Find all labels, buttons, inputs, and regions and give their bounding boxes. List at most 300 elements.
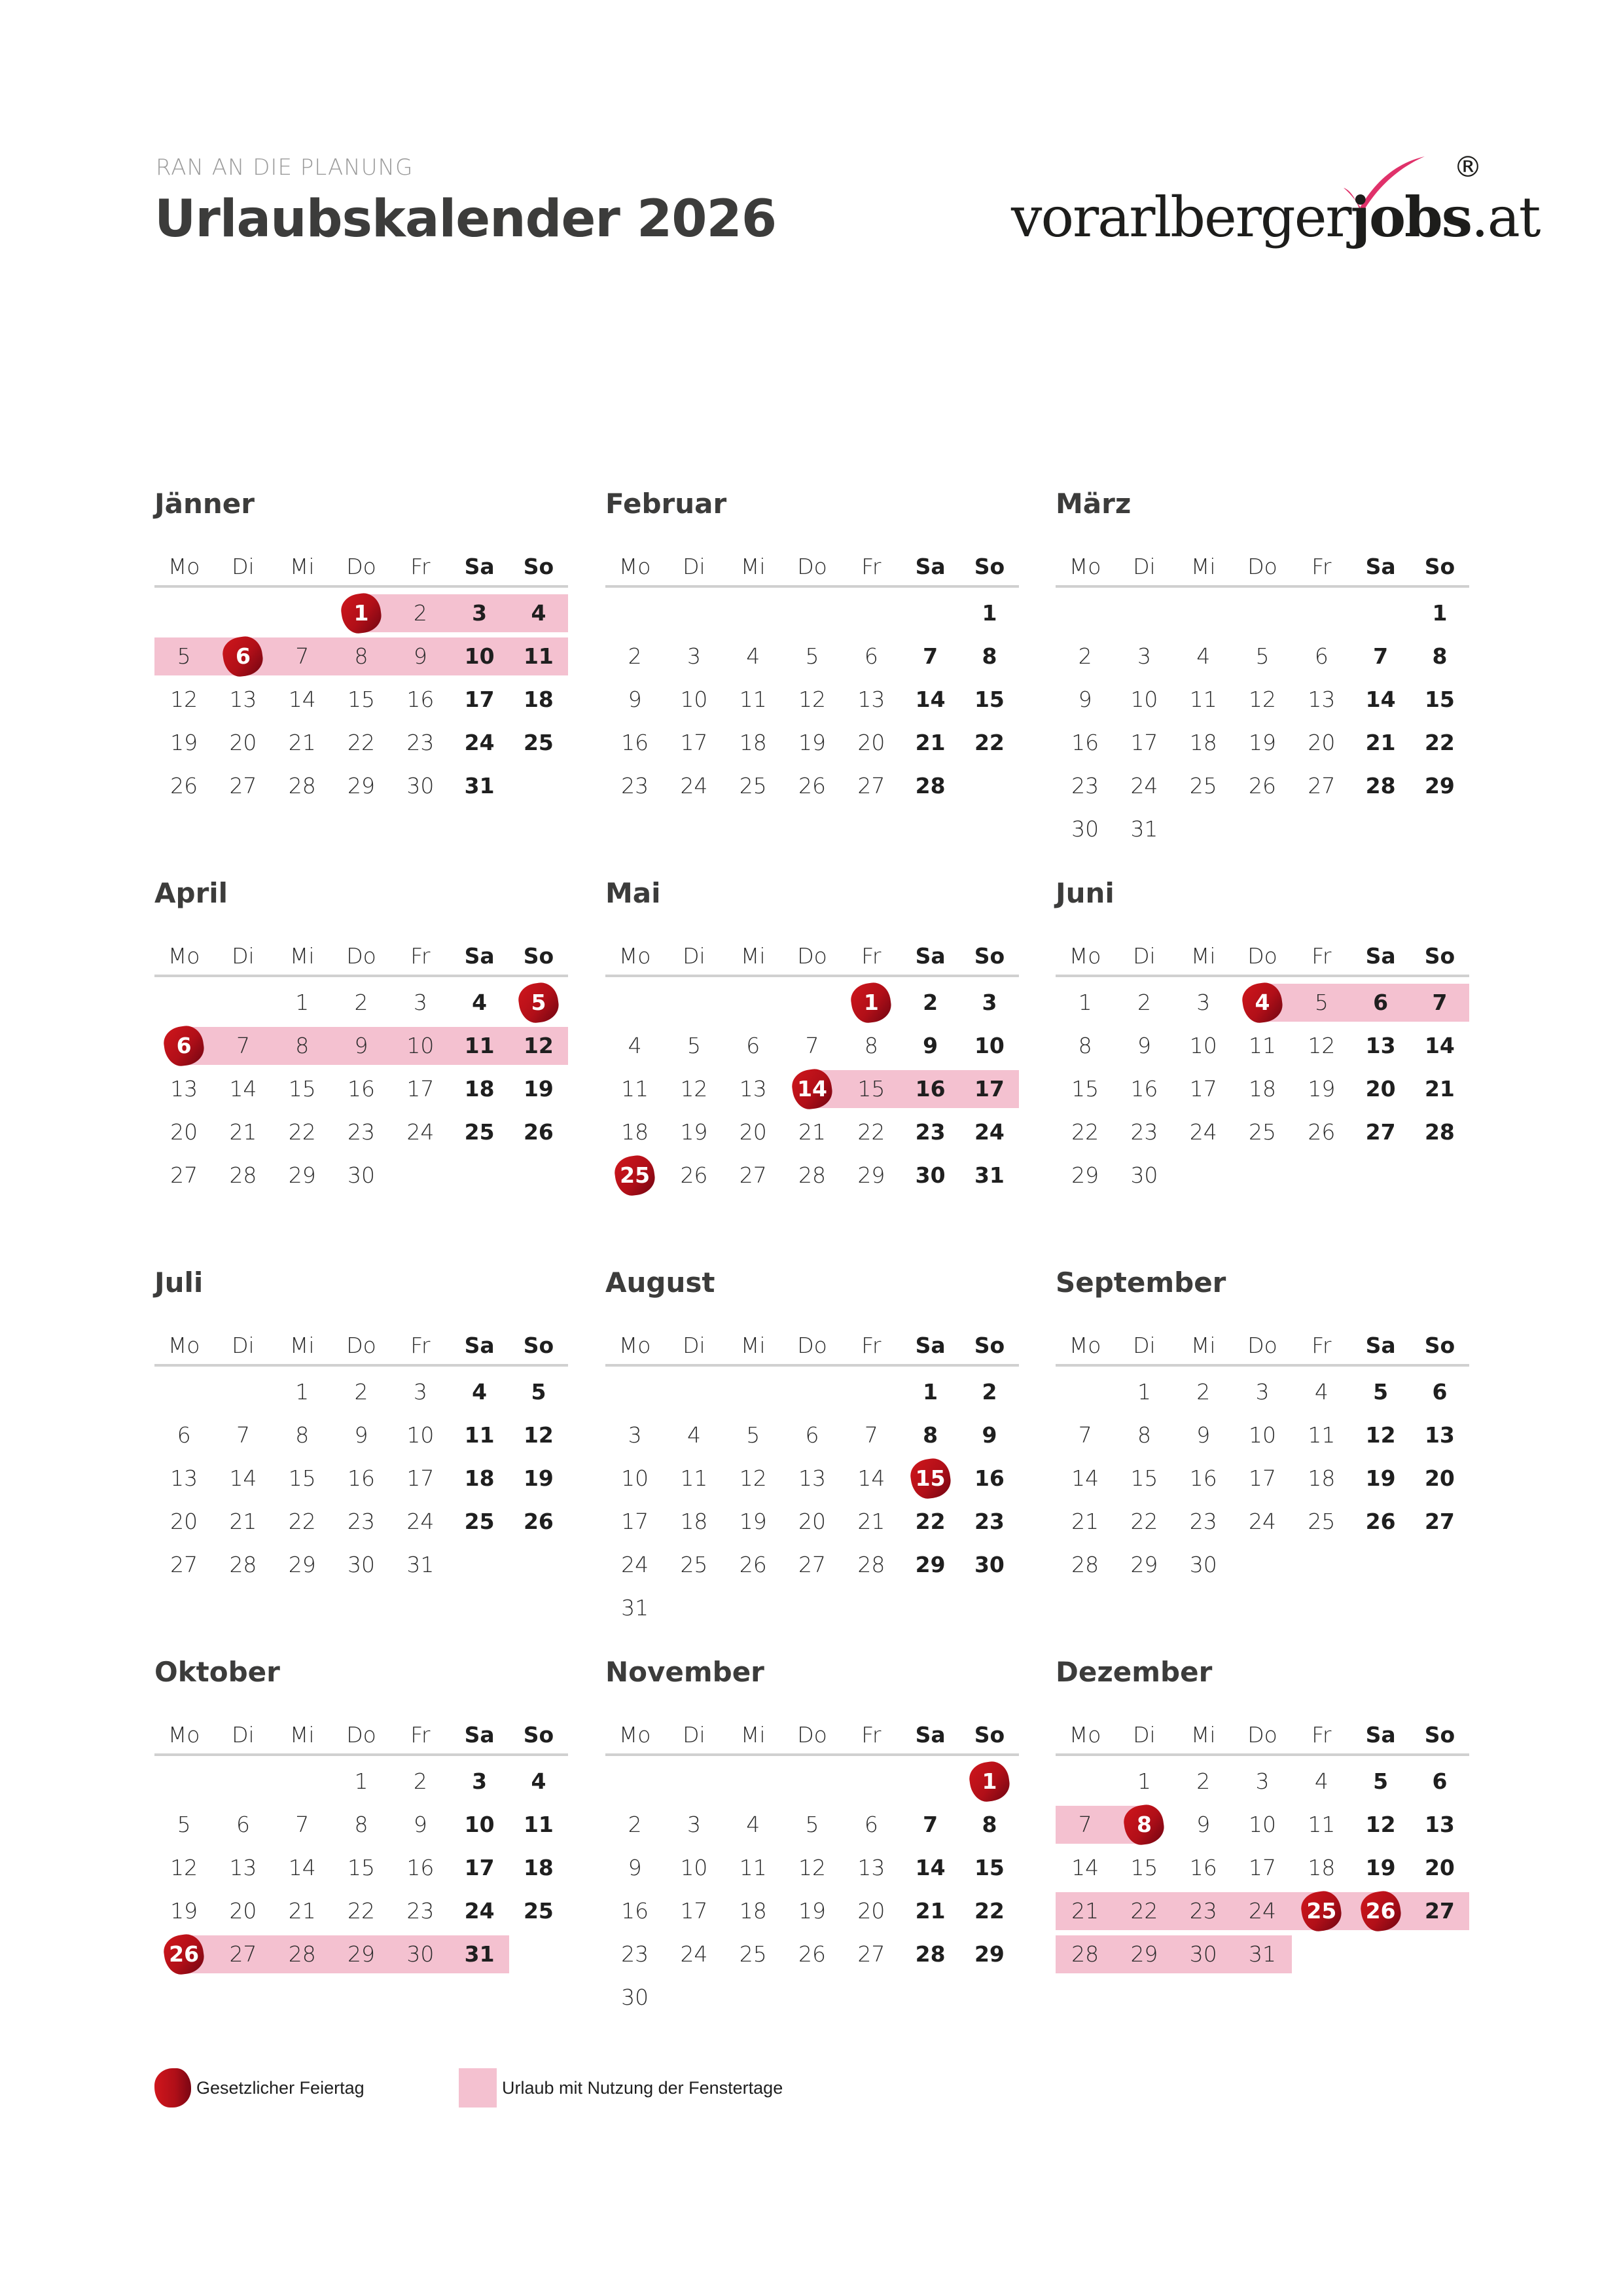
- calendar-date: 11: [621, 1076, 649, 1102]
- calendar-date: 3: [1255, 1379, 1270, 1405]
- weekday-label: Mo: [168, 554, 200, 579]
- calendar-date: 13: [1424, 1422, 1455, 1448]
- calendar-date: 22: [348, 1898, 376, 1924]
- weekday-label: Mo: [618, 554, 651, 579]
- calendar-date: 21: [229, 1509, 257, 1534]
- empty-cell: [901, 1589, 959, 1627]
- calendar-date: 25: [680, 1552, 708, 1577]
- calendar-date: 15: [1424, 687, 1455, 712]
- weekday-label: Di: [232, 943, 255, 969]
- vacation-date: 4: [509, 594, 568, 632]
- calendar-date: 27: [739, 1162, 767, 1188]
- week-row: [1056, 1806, 1469, 1844]
- week-row: [1056, 594, 1469, 632]
- weekday-label: So: [974, 943, 1005, 969]
- week-row: [154, 1935, 568, 1973]
- weekday-label: So: [1424, 1333, 1455, 1358]
- empty-cell: [450, 1546, 508, 1584]
- empty-cell: [213, 1373, 272, 1411]
- empty-cell: [154, 1763, 213, 1801]
- weekday-header: [605, 1719, 1019, 1756]
- weekday-label: Mi: [289, 1722, 315, 1748]
- calendar-date: 2: [1196, 1768, 1211, 1794]
- calendar-date: 29: [288, 1162, 316, 1188]
- calendar-date: 4: [1314, 1379, 1329, 1405]
- calendar-date: 21: [915, 730, 946, 755]
- week-row: [154, 1157, 568, 1194]
- week-row: [154, 681, 568, 719]
- weekday-label: Di: [683, 1722, 705, 1748]
- month-name: Mai: [605, 877, 661, 909]
- calendar-date: 24: [406, 1509, 435, 1534]
- empty-cell: [1292, 594, 1351, 632]
- week-row: [154, 984, 568, 1022]
- week-row: [154, 1373, 568, 1411]
- week-row: [605, 1070, 1019, 1108]
- calendar-date: 12: [798, 687, 827, 712]
- weekday-label: So: [974, 1333, 1005, 1358]
- calendar-date: 6: [1432, 1379, 1448, 1405]
- calendar-date: 14: [915, 1855, 946, 1880]
- vacation-date: 11: [509, 637, 568, 675]
- holiday-marker-icon: [154, 2068, 191, 2108]
- calendar-date: 23: [621, 773, 649, 798]
- calendar-date: 1: [295, 1379, 310, 1405]
- week-row: [605, 637, 1019, 675]
- calendar-date: 9: [354, 1422, 368, 1448]
- logo-text-bold: jobs: [1350, 185, 1472, 249]
- month-11: [605, 1653, 1019, 2022]
- calendar-date: 19: [798, 730, 827, 755]
- calendar-date: 9: [1078, 687, 1092, 712]
- empty-cell: [783, 1589, 842, 1627]
- calendar-date: 1: [1137, 1768, 1151, 1794]
- calendar-date: 2: [1078, 643, 1092, 669]
- calendar-date: 9: [1196, 1422, 1211, 1448]
- calendar-date: 22: [288, 1509, 316, 1534]
- week-row: [605, 1892, 1019, 1930]
- calendar-date: 9: [413, 1812, 427, 1837]
- week-row: [605, 1806, 1019, 1844]
- calendar-date: 17: [406, 1465, 435, 1491]
- weekday-label: So: [523, 1333, 554, 1358]
- vacation-date: 5: [154, 637, 213, 675]
- vacation-date: 30: [1174, 1935, 1233, 1973]
- calendar-date: 23: [1189, 1509, 1217, 1534]
- calendar-date: 28: [798, 1162, 827, 1188]
- empty-cell: [273, 1763, 332, 1801]
- calendar-date: 28: [229, 1552, 257, 1577]
- calendar-date: 11: [739, 1855, 767, 1880]
- empty-cell: [842, 1979, 901, 2017]
- calendar-date: 4: [687, 1422, 701, 1448]
- calendar-date: 15: [348, 1855, 376, 1880]
- calendar-date: 2: [1196, 1379, 1211, 1405]
- week-row: [605, 724, 1019, 762]
- calendar-date: 26: [523, 1119, 554, 1145]
- calendar-date: 23: [1071, 773, 1099, 798]
- week-row: [1056, 1027, 1469, 1065]
- calendar-date: 5: [1255, 643, 1270, 669]
- weekday-label: Di: [232, 1722, 255, 1748]
- calendar-date: 8: [1432, 643, 1448, 669]
- weekday-label: Fr: [861, 943, 882, 969]
- vacation-date: 10: [391, 1027, 450, 1065]
- weekday-label: Sa: [464, 1333, 495, 1358]
- weekday-header: [154, 1719, 568, 1756]
- vacation-date: 17: [960, 1070, 1019, 1108]
- calendar-date: 10: [406, 1422, 435, 1448]
- empty-cell: [842, 1373, 901, 1411]
- calendar-date: 4: [531, 1768, 546, 1794]
- empty-cell: [509, 1157, 568, 1194]
- calendar-date: 27: [857, 1941, 885, 1967]
- week-row: [154, 724, 568, 762]
- calendar-date: 6: [805, 1422, 819, 1448]
- calendar-date: 21: [288, 730, 316, 755]
- week-row: [605, 594, 1019, 632]
- empty-cell: [842, 1589, 901, 1627]
- holiday-date: 4: [1233, 984, 1292, 1022]
- calendar-date: 25: [1308, 1509, 1336, 1534]
- calendar-date: 22: [915, 1509, 946, 1534]
- calendar-date: 19: [523, 1465, 554, 1491]
- calendar-date: 13: [1424, 1812, 1455, 1837]
- empty-cell: [1351, 1157, 1410, 1194]
- calendar-date: 1: [1137, 1379, 1151, 1405]
- weekday-label: Mi: [1190, 554, 1216, 579]
- calendar-date: 12: [523, 1422, 554, 1448]
- week-row: [1056, 810, 1469, 848]
- weekday-label: Do: [797, 943, 827, 969]
- calendar-date: 10: [1249, 1812, 1277, 1837]
- vacation-date: 7: [1410, 984, 1469, 1022]
- week-row: [605, 1979, 1019, 2017]
- vacation-date: 7: [213, 1027, 272, 1065]
- calendar-date: 21: [1424, 1076, 1455, 1102]
- calendar-date: 5: [805, 1812, 819, 1837]
- weekday-label: Mo: [168, 1333, 200, 1358]
- empty-cell: [664, 1763, 723, 1801]
- calendar-date: 11: [1189, 687, 1217, 712]
- calendar-date: 15: [348, 687, 376, 712]
- week-row: [605, 1503, 1019, 1541]
- calendar-date: 30: [915, 1162, 946, 1188]
- calendar-date: 10: [1189, 1033, 1217, 1058]
- calendar-date: 3: [982, 990, 997, 1015]
- weekday-label: Mo: [1069, 1722, 1101, 1748]
- calendar-date: 9: [923, 1033, 938, 1058]
- calendar-date: 6: [746, 1033, 760, 1058]
- calendar-date: 30: [621, 1984, 649, 2010]
- calendar-date: 10: [680, 1855, 708, 1880]
- calendar-date: 21: [798, 1119, 827, 1145]
- calendar-date: 5: [1373, 1379, 1389, 1405]
- calendar-date: 24: [621, 1552, 649, 1577]
- calendar-date: 17: [1249, 1855, 1277, 1880]
- vacation-date: 7: [1056, 1806, 1115, 1844]
- empty-cell: [842, 594, 901, 632]
- vacation-date: 3: [450, 594, 508, 632]
- calendar-date: 14: [1365, 687, 1396, 712]
- weekday-label: Mi: [289, 554, 315, 579]
- calendar-date: 21: [288, 1898, 316, 1924]
- calendar-date: 16: [1130, 1076, 1158, 1102]
- calendar-date: 20: [170, 1509, 198, 1534]
- week-row: [605, 1935, 1019, 1973]
- logo-text-regular: vorarlberger: [1011, 185, 1351, 249]
- empty-cell: [509, 1935, 568, 1973]
- weekday-label: Do: [346, 943, 376, 969]
- calendar-date: 17: [1130, 730, 1158, 755]
- weekday-header: [1056, 1330, 1469, 1367]
- vacation-date: 31: [450, 1935, 508, 1973]
- weekday-label: Di: [1133, 1333, 1156, 1358]
- week-row: [154, 1763, 568, 1801]
- holiday-date: 25: [605, 1157, 664, 1194]
- brand-logo: [1011, 151, 1540, 262]
- calendar-date: 11: [1308, 1422, 1336, 1448]
- weekday-label: Fr: [410, 943, 431, 969]
- calendar-date: 22: [288, 1119, 316, 1145]
- calendar-date: 12: [170, 1855, 198, 1880]
- calendar-date: 12: [1365, 1812, 1396, 1837]
- calendar-date: 7: [864, 1422, 878, 1448]
- calendar-date: 11: [739, 687, 767, 712]
- weekday-label: So: [974, 554, 1005, 579]
- calendar-date: 10: [974, 1033, 1005, 1058]
- calendar-date: 30: [348, 1162, 376, 1188]
- calendar-date: 4: [1314, 1768, 1329, 1794]
- empty-cell: [391, 1157, 450, 1194]
- calendar-date: 23: [406, 730, 435, 755]
- calendar-date: 28: [857, 1552, 885, 1577]
- holiday-date: 14: [783, 1070, 842, 1108]
- week-row: [1056, 1460, 1469, 1498]
- calendar-date: 16: [406, 687, 435, 712]
- calendar-date: 30: [1130, 1162, 1158, 1188]
- calendar-date: 17: [464, 1855, 495, 1880]
- calendar-date: 20: [739, 1119, 767, 1145]
- calendar-date: 31: [621, 1595, 649, 1621]
- weekday-header: [154, 1330, 568, 1367]
- calendar-date: 21: [857, 1509, 885, 1534]
- weekday-label: Fr: [861, 554, 882, 579]
- calendar-date: 28: [229, 1162, 257, 1188]
- calendar-date: 25: [1249, 1119, 1277, 1145]
- empty-cell: [509, 767, 568, 805]
- calendar-date: 20: [1308, 730, 1336, 755]
- calendar-date: 2: [1137, 990, 1151, 1015]
- weekday-label: Sa: [915, 1722, 946, 1748]
- holiday-date: 6: [213, 637, 272, 675]
- vacation-date: 9: [332, 1027, 391, 1065]
- empty-cell: [724, 594, 783, 632]
- empty-cell: [901, 1763, 959, 1801]
- calendar-date: 10: [680, 687, 708, 712]
- calendar-date: 30: [1071, 816, 1099, 842]
- empty-cell: [724, 1763, 783, 1801]
- week-row: [154, 1546, 568, 1584]
- calendar-date: 6: [177, 1422, 191, 1448]
- week-row: [1056, 637, 1469, 675]
- empty-cell: [509, 1546, 568, 1584]
- month-name: Juni: [1056, 877, 1115, 909]
- calendar-date: 22: [974, 730, 1005, 755]
- calendar-date: 19: [1249, 730, 1277, 755]
- calendar-date: 3: [628, 1422, 642, 1448]
- empty-cell: [1174, 810, 1233, 848]
- weekday-label: Sa: [915, 1333, 946, 1358]
- vacation-date: 8: [332, 637, 391, 675]
- weekday-header: [154, 941, 568, 977]
- calendar-date: 18: [1308, 1465, 1336, 1491]
- calendar-date: 18: [1189, 730, 1217, 755]
- calendar-date: 19: [739, 1509, 767, 1534]
- calendar-date: 29: [288, 1552, 316, 1577]
- month-name: Dezember: [1056, 1656, 1213, 1688]
- calendar-date: 1: [923, 1379, 938, 1405]
- week-row: [154, 1806, 568, 1844]
- empty-cell: [605, 594, 664, 632]
- weekday-label: Sa: [1365, 1722, 1396, 1748]
- calendar-date: 20: [857, 1898, 885, 1924]
- weekday-label: Fr: [861, 1722, 882, 1748]
- weekday-label: Do: [1247, 1722, 1277, 1748]
- weekday-label: Do: [1247, 1333, 1277, 1358]
- calendar-date: 15: [974, 1855, 1005, 1880]
- week-row: [154, 594, 568, 632]
- logo-wordmark: [1011, 185, 1540, 249]
- calendar-date: 5: [746, 1422, 760, 1448]
- calendar-date: 24: [406, 1119, 435, 1145]
- calendar-date: 14: [229, 1076, 257, 1102]
- calendar-date: 28: [1424, 1119, 1455, 1145]
- weekday-label: Sa: [915, 943, 946, 969]
- calendar-date: 14: [915, 687, 946, 712]
- vacation-date: 30: [391, 1935, 450, 1973]
- calendar-date: 5: [1373, 1768, 1389, 1794]
- calendar-date: 3: [1255, 1768, 1270, 1794]
- calendar-date: 8: [982, 643, 997, 669]
- weekday-label: So: [1424, 1722, 1455, 1748]
- calendar-date: 26: [798, 773, 827, 798]
- weekday-label: Mi: [740, 554, 766, 579]
- registered-mark: ®: [1454, 151, 1482, 184]
- calendar-date: 24: [1130, 773, 1158, 798]
- week-row: [1056, 1935, 1469, 1973]
- week-row: [605, 1027, 1019, 1065]
- calendar-date: 16: [621, 730, 649, 755]
- calendar-date: 14: [288, 687, 316, 712]
- empty-cell: [213, 984, 272, 1022]
- calendar-date: 4: [628, 1033, 642, 1058]
- calendar-date: 16: [406, 1855, 435, 1880]
- week-row: [605, 1460, 1019, 1498]
- calendar-date: 27: [1308, 773, 1336, 798]
- empty-cell: [273, 594, 332, 632]
- calendar-date: 12: [1365, 1422, 1396, 1448]
- calendar-date: 18: [739, 1898, 767, 1924]
- calendar-date: 18: [739, 730, 767, 755]
- empty-cell: [154, 1373, 213, 1411]
- holiday-date: 25: [1292, 1892, 1351, 1930]
- empty-cell: [664, 594, 723, 632]
- calendar-date: 15: [288, 1465, 316, 1491]
- calendar-date: 21: [229, 1119, 257, 1145]
- week-row: [1056, 1416, 1469, 1454]
- empty-cell: [664, 1589, 723, 1627]
- holiday-date: 1: [842, 984, 901, 1022]
- calendar-date: 15: [288, 1076, 316, 1102]
- calendar-date: 23: [974, 1509, 1005, 1534]
- weekday-label: Sa: [1365, 943, 1396, 969]
- weekday-label: Mi: [740, 1722, 766, 1748]
- weekday-label: Do: [1247, 943, 1277, 969]
- calendar-date: 8: [864, 1033, 878, 1058]
- calendar-date: 16: [1071, 730, 1099, 755]
- weekday-label: Fr: [861, 1333, 882, 1358]
- vacation-swatch-icon: [459, 2068, 497, 2108]
- calendar-date: 13: [229, 687, 257, 712]
- calendar-date: 17: [621, 1509, 649, 1534]
- calendar-date: 31: [464, 773, 495, 798]
- empty-cell: [1410, 1935, 1469, 1973]
- holiday-date: 26: [1351, 1892, 1410, 1930]
- vacation-date: 22: [1115, 1892, 1173, 1930]
- empty-cell: [1410, 1157, 1469, 1194]
- calendar-date: 7: [1373, 643, 1389, 669]
- calendar-date: 3: [687, 1812, 701, 1837]
- calendar-date: 11: [464, 1422, 495, 1448]
- empty-cell: [960, 1589, 1019, 1627]
- calendar-date: 22: [857, 1119, 885, 1145]
- week-row: [605, 1373, 1019, 1411]
- calendar-date: 16: [348, 1465, 376, 1491]
- calendar-date: 24: [1189, 1119, 1217, 1145]
- vacation-date: 16: [901, 1070, 959, 1108]
- calendar-date: 19: [170, 1898, 198, 1924]
- month-7: [154, 1263, 568, 1589]
- empty-cell: [1056, 1373, 1115, 1411]
- calendar-date: 28: [1365, 773, 1396, 798]
- empty-cell: [213, 594, 272, 632]
- calendar-date: 18: [680, 1509, 708, 1534]
- calendar-date: 12: [798, 1855, 827, 1880]
- week-row: [1056, 1546, 1469, 1584]
- calendar-date: 2: [354, 1379, 368, 1405]
- calendar-date: 26: [798, 1941, 827, 1967]
- vacation-date: 7: [273, 637, 332, 675]
- vacation-date: 2: [391, 594, 450, 632]
- week-row: [605, 681, 1019, 719]
- vacation-date: 23: [1174, 1892, 1233, 1930]
- month-10: [154, 1653, 568, 1979]
- calendar-date: 10: [464, 1812, 495, 1837]
- calendar-date: 16: [1189, 1855, 1217, 1880]
- calendar-date: 5: [177, 1812, 191, 1837]
- weekday-label: Mo: [618, 1333, 651, 1358]
- weekday-label: Fr: [1311, 554, 1332, 579]
- calendar-date: 11: [523, 1812, 554, 1837]
- calendar-date: 24: [680, 1941, 708, 1967]
- calendar-date: 23: [1130, 1119, 1158, 1145]
- empty-cell: [1292, 1935, 1351, 1973]
- month-name: Juli: [154, 1266, 204, 1299]
- vacation-date: 28: [1056, 1935, 1115, 1973]
- calendar-date: 18: [464, 1465, 495, 1491]
- calendar-date: 8: [923, 1422, 938, 1448]
